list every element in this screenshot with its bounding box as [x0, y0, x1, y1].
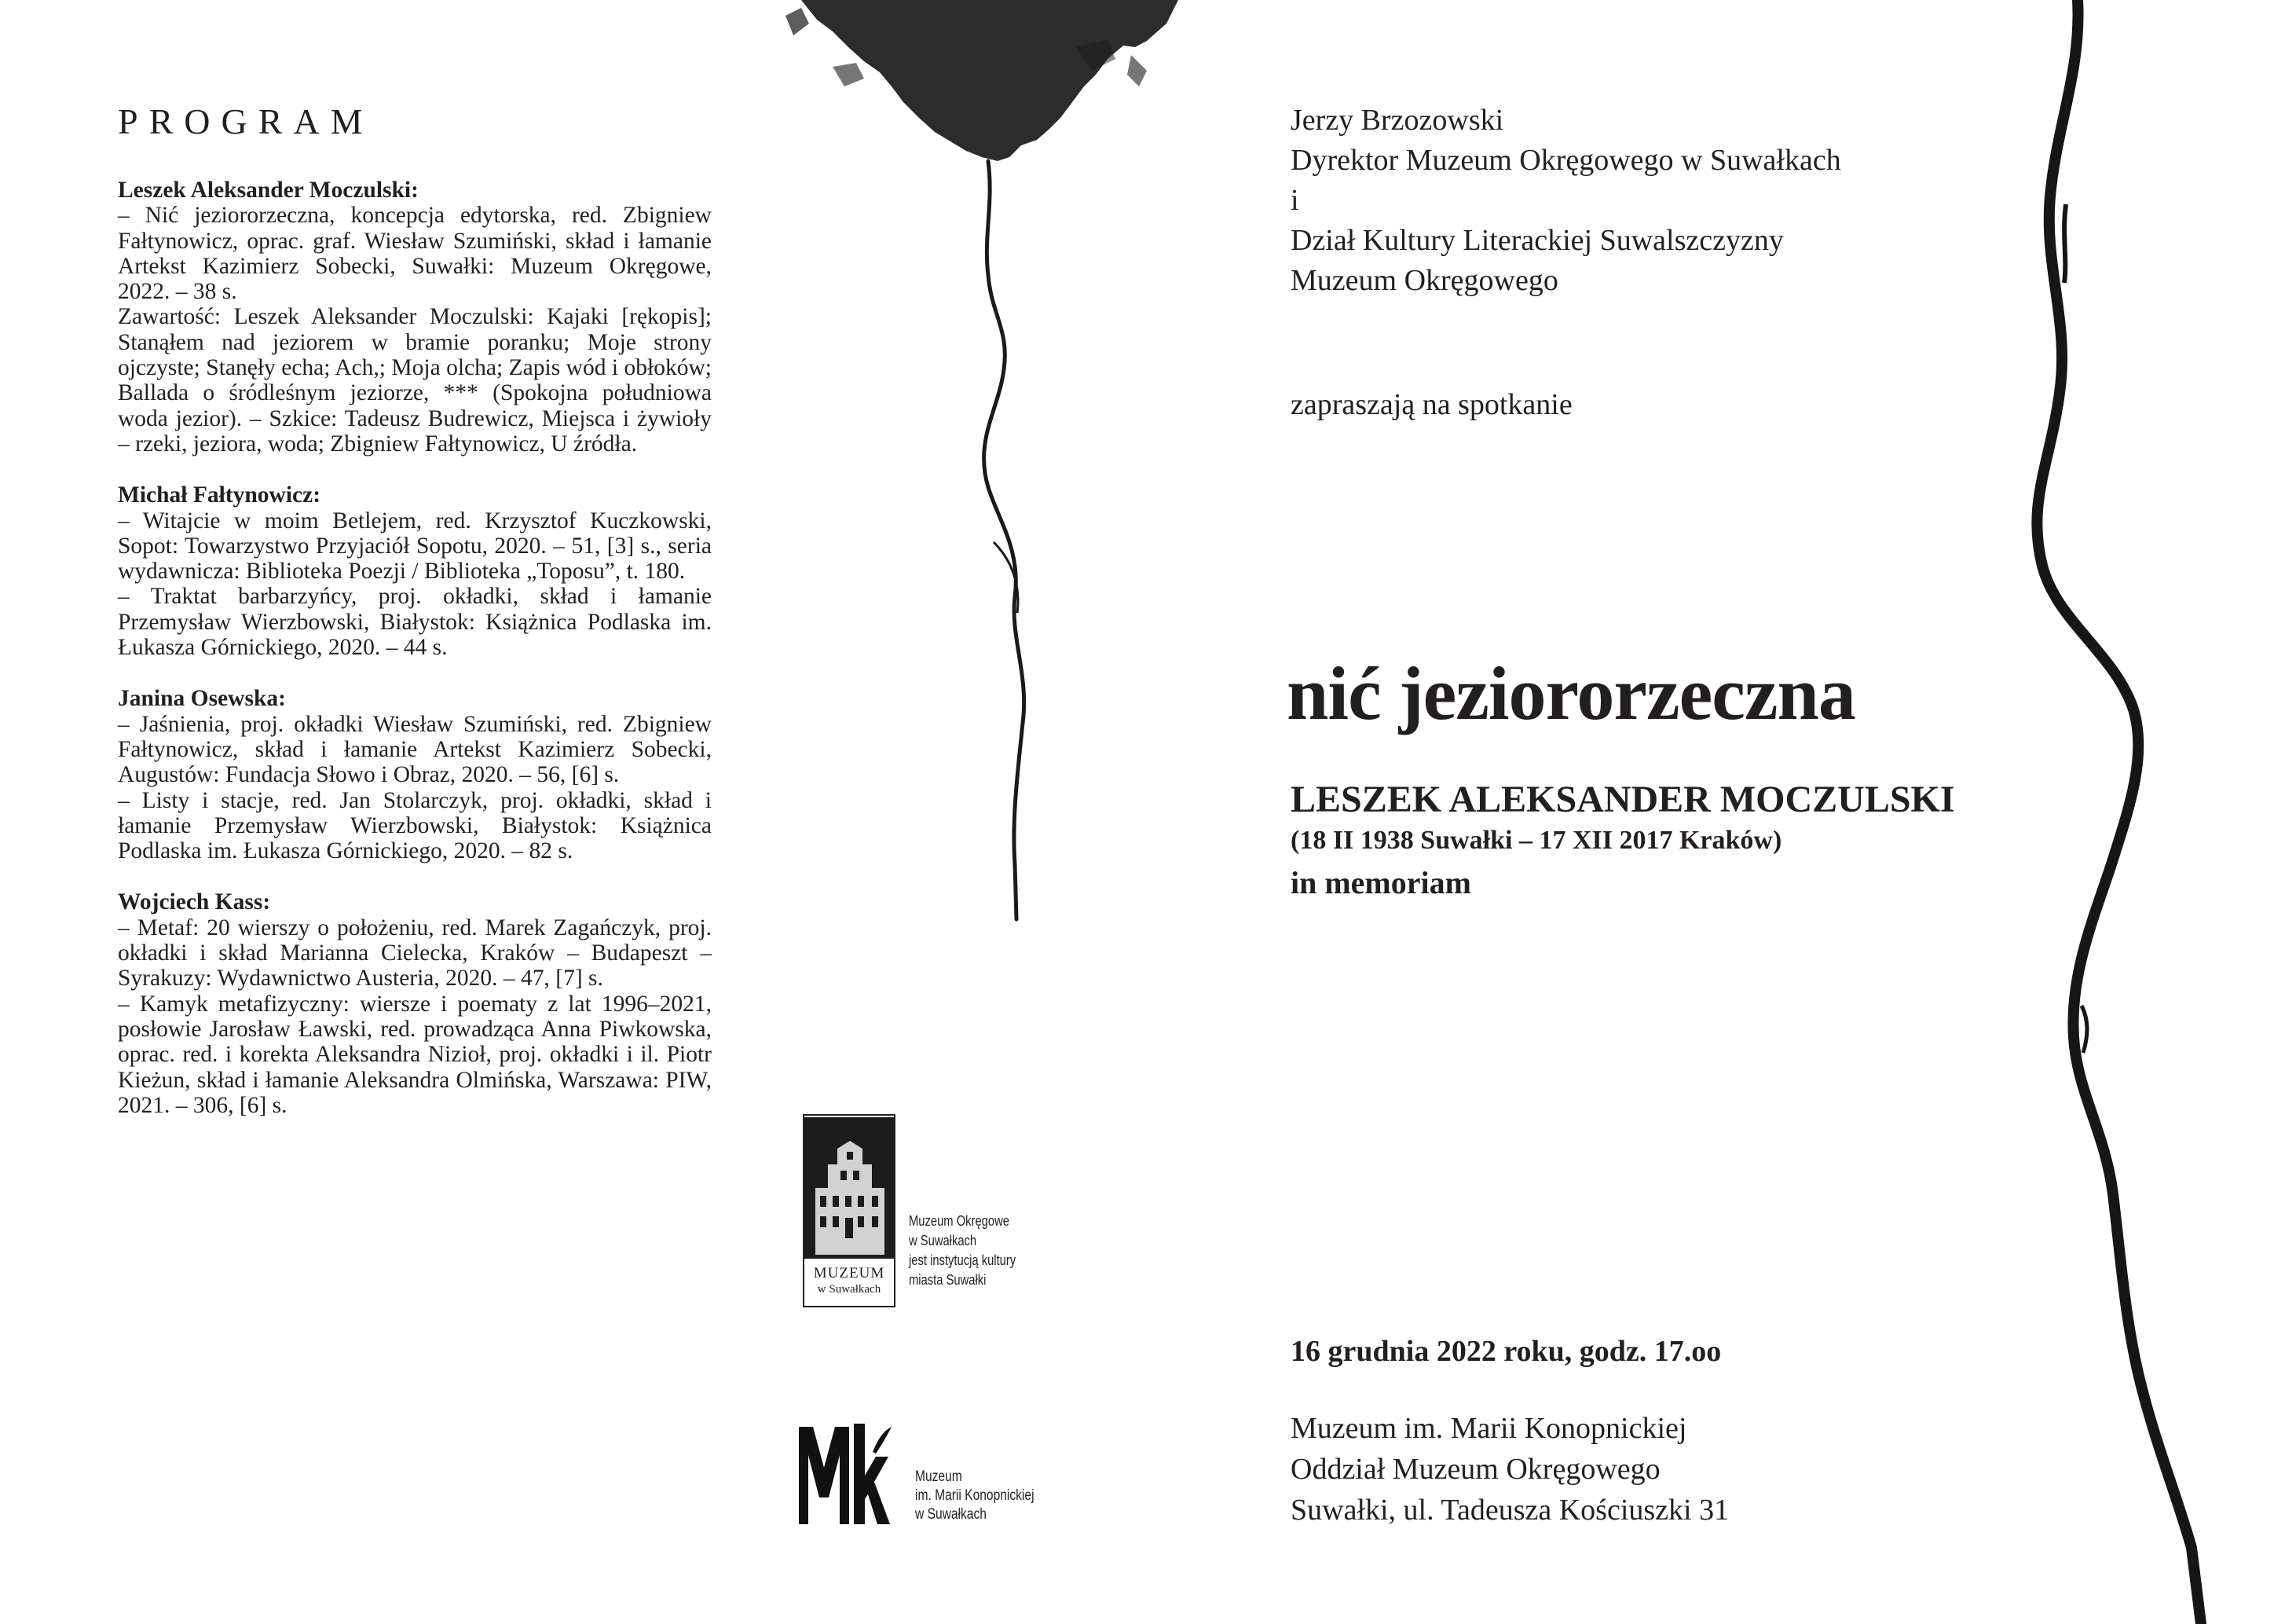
entry-item: – Kamyk metafizyczny: wiersze i poematy z lat 1996–2021, posłowie Jarosław Ławski, red. prowadząca Anna Piwkowska, oprac. red. i korekta Aleksandra Nizioł, proj. okładki i il. Piotr Kieżun, skład i łamanie Aleksandra Olmińska, Warszawa: PIW, 2021. – 306, [6] s.: [118, 991, 712, 1118]
entry-item: – Listy i stacje, red. Jan Stolarczyk, proj. okładki, skład i łamanie Przemysław Wierzbowski, Białystok: Książnica Podlaska im. Łukasza Górnickiego, 2020. – 82 s.: [118, 787, 712, 864]
event-date: 16 grudnia 2022 roku, godz. 17.oo: [1291, 1335, 1722, 1368]
author-dates: (18 II 1938 Suwałki – 17 XII 2017 Kraków): [1291, 826, 1782, 855]
entry-item: – Metaf: 20 wierszy o położeniu, red. Marek Zagańczyk, proj. okładki i skład Marianna Cielecka, Kraków – Budapeszt – Syrakuzy: Wydawnictwo Austeria, 2020. – 47, [7] s.: [118, 915, 712, 992]
host-line: Dział Kultury Literackiej Suwalszczyzny: [1291, 224, 1784, 257]
program-entry: [118, 482, 712, 660]
entry-item: Zawartość: Leszek Aleksander Moczulski: Kajaki [rękopis]; Stanąłem nad jeziorem w bramie poranku; Moje strony ojczyste; Stanęły echa; Ach,; Moja olcha; Zapis wód i obłoków; Ballada o śródleśnym jeziorze, *** (Spokojna południowa woda jezior). – Szkice: Tadeusz Budrewicz, Miejsca i żywioły – rzeki, jeziora, woda; Zbigniew Fałtynowicz, U źródła.: [118, 304, 712, 456]
venue-block: [1291, 1408, 1729, 1531]
entry-author: Janina Osewska:: [118, 686, 286, 712]
host-line: Jerzy Brzozowski: [1291, 104, 1504, 137]
invitation-text: zapraszają na spotkanie: [1291, 388, 1573, 421]
venue-line: Suwałki, ul. Tadeusza Kościuszki 31: [1291, 1494, 1730, 1527]
program-entry: [118, 178, 712, 456]
author-name: LESZEK ALEKSANDER MOCZULSKI: [1291, 779, 1955, 820]
entry-author: Michał Fałtynowicz:: [118, 482, 321, 508]
caption-line: w Suwałkach: [915, 1506, 987, 1523]
entry-item: – Jaśnienia, proj. okładki Wiesław Szumiński, red. Zbigniew Fałtynowicz, skład i łamanie Artekst Kazimierz Sobecki, Augustów: Fundacja Słowo i Obraz, 2020. – 56, [6] s.: [118, 711, 712, 788]
caption-line: jest instytucją kultury: [909, 1252, 1016, 1268]
host-line: Muzeum Okręgowego: [1291, 264, 1558, 297]
entry-item: – Traktat barbarzyńcy, proj. okładki, skład i łamanie Przemysław Wierzbowski, Białystok: Książnica Podlaska im. Łukasza Górnickiego, 2020. – 44 s.: [118, 584, 712, 661]
program-heading: PROGRAM: [118, 101, 374, 141]
program-list: [118, 178, 712, 1144]
muzeum-logo-word: MUZEUM: [813, 1265, 885, 1281]
mk-logo-mark: [797, 1421, 893, 1531]
host-block: [1291, 101, 1841, 301]
ink-blot-artwork: [738, 0, 1178, 935]
muzeum-logo-subtitle: w Suwałkach: [817, 1283, 881, 1296]
host-line: Dyrektor Muzeum Okręgowego w Suwałkach: [1291, 144, 1841, 177]
entry-item: – Nić jeziororzeczna, koncepcja edytorska, red. Zbigniew Fałtynowicz, oprac. graf. Wiesław Szumiński, skład i łamanie Artekst Kazimierz Sobecki, Suwałki: Muzeum Okręgowe, 2022. – 38 s.: [118, 203, 712, 305]
muzeum-logo-caption: [909, 1212, 1016, 1290]
host-line: i: [1291, 184, 1299, 217]
caption-line: w Suwałkach: [909, 1233, 977, 1248]
caption-line: im. Marii Konopnickiej: [915, 1487, 1034, 1504]
caption-line: Muzeum: [915, 1468, 962, 1485]
event-title: nić jeziororzeczna: [1287, 651, 1855, 735]
mk-logo-caption: [915, 1468, 1034, 1524]
program-entry: [118, 889, 712, 1118]
caption-line: miasta Suwałki: [909, 1272, 987, 1288]
entry-author: Leszek Aleksander Moczulski:: [118, 178, 419, 203]
venue-line: Oddział Muzeum Okręgowego: [1291, 1453, 1661, 1486]
program-entry: [118, 686, 712, 863]
in-memoriam: in memoriam: [1291, 865, 1471, 900]
venue-line: Muzeum im. Marii Konopnickiej: [1291, 1412, 1687, 1445]
museum-building-icon: [804, 1117, 894, 1259]
caption-line: Muzeum Okręgowe: [909, 1213, 1009, 1229]
ink-line-artwork: [1995, 0, 2296, 1624]
entry-item: – Witajcie w moim Betlejem, red. Krzysztof Kuczkowski, Sopot: Towarzystwo Przyjaciół Sopotu, 2020. – 51, [3] s., seria wydawnicza: Biblioteka Poezji / Biblioteka „Toposu”, t. 180.: [118, 508, 712, 585]
entry-author: Wojciech Kass:: [118, 889, 271, 915]
